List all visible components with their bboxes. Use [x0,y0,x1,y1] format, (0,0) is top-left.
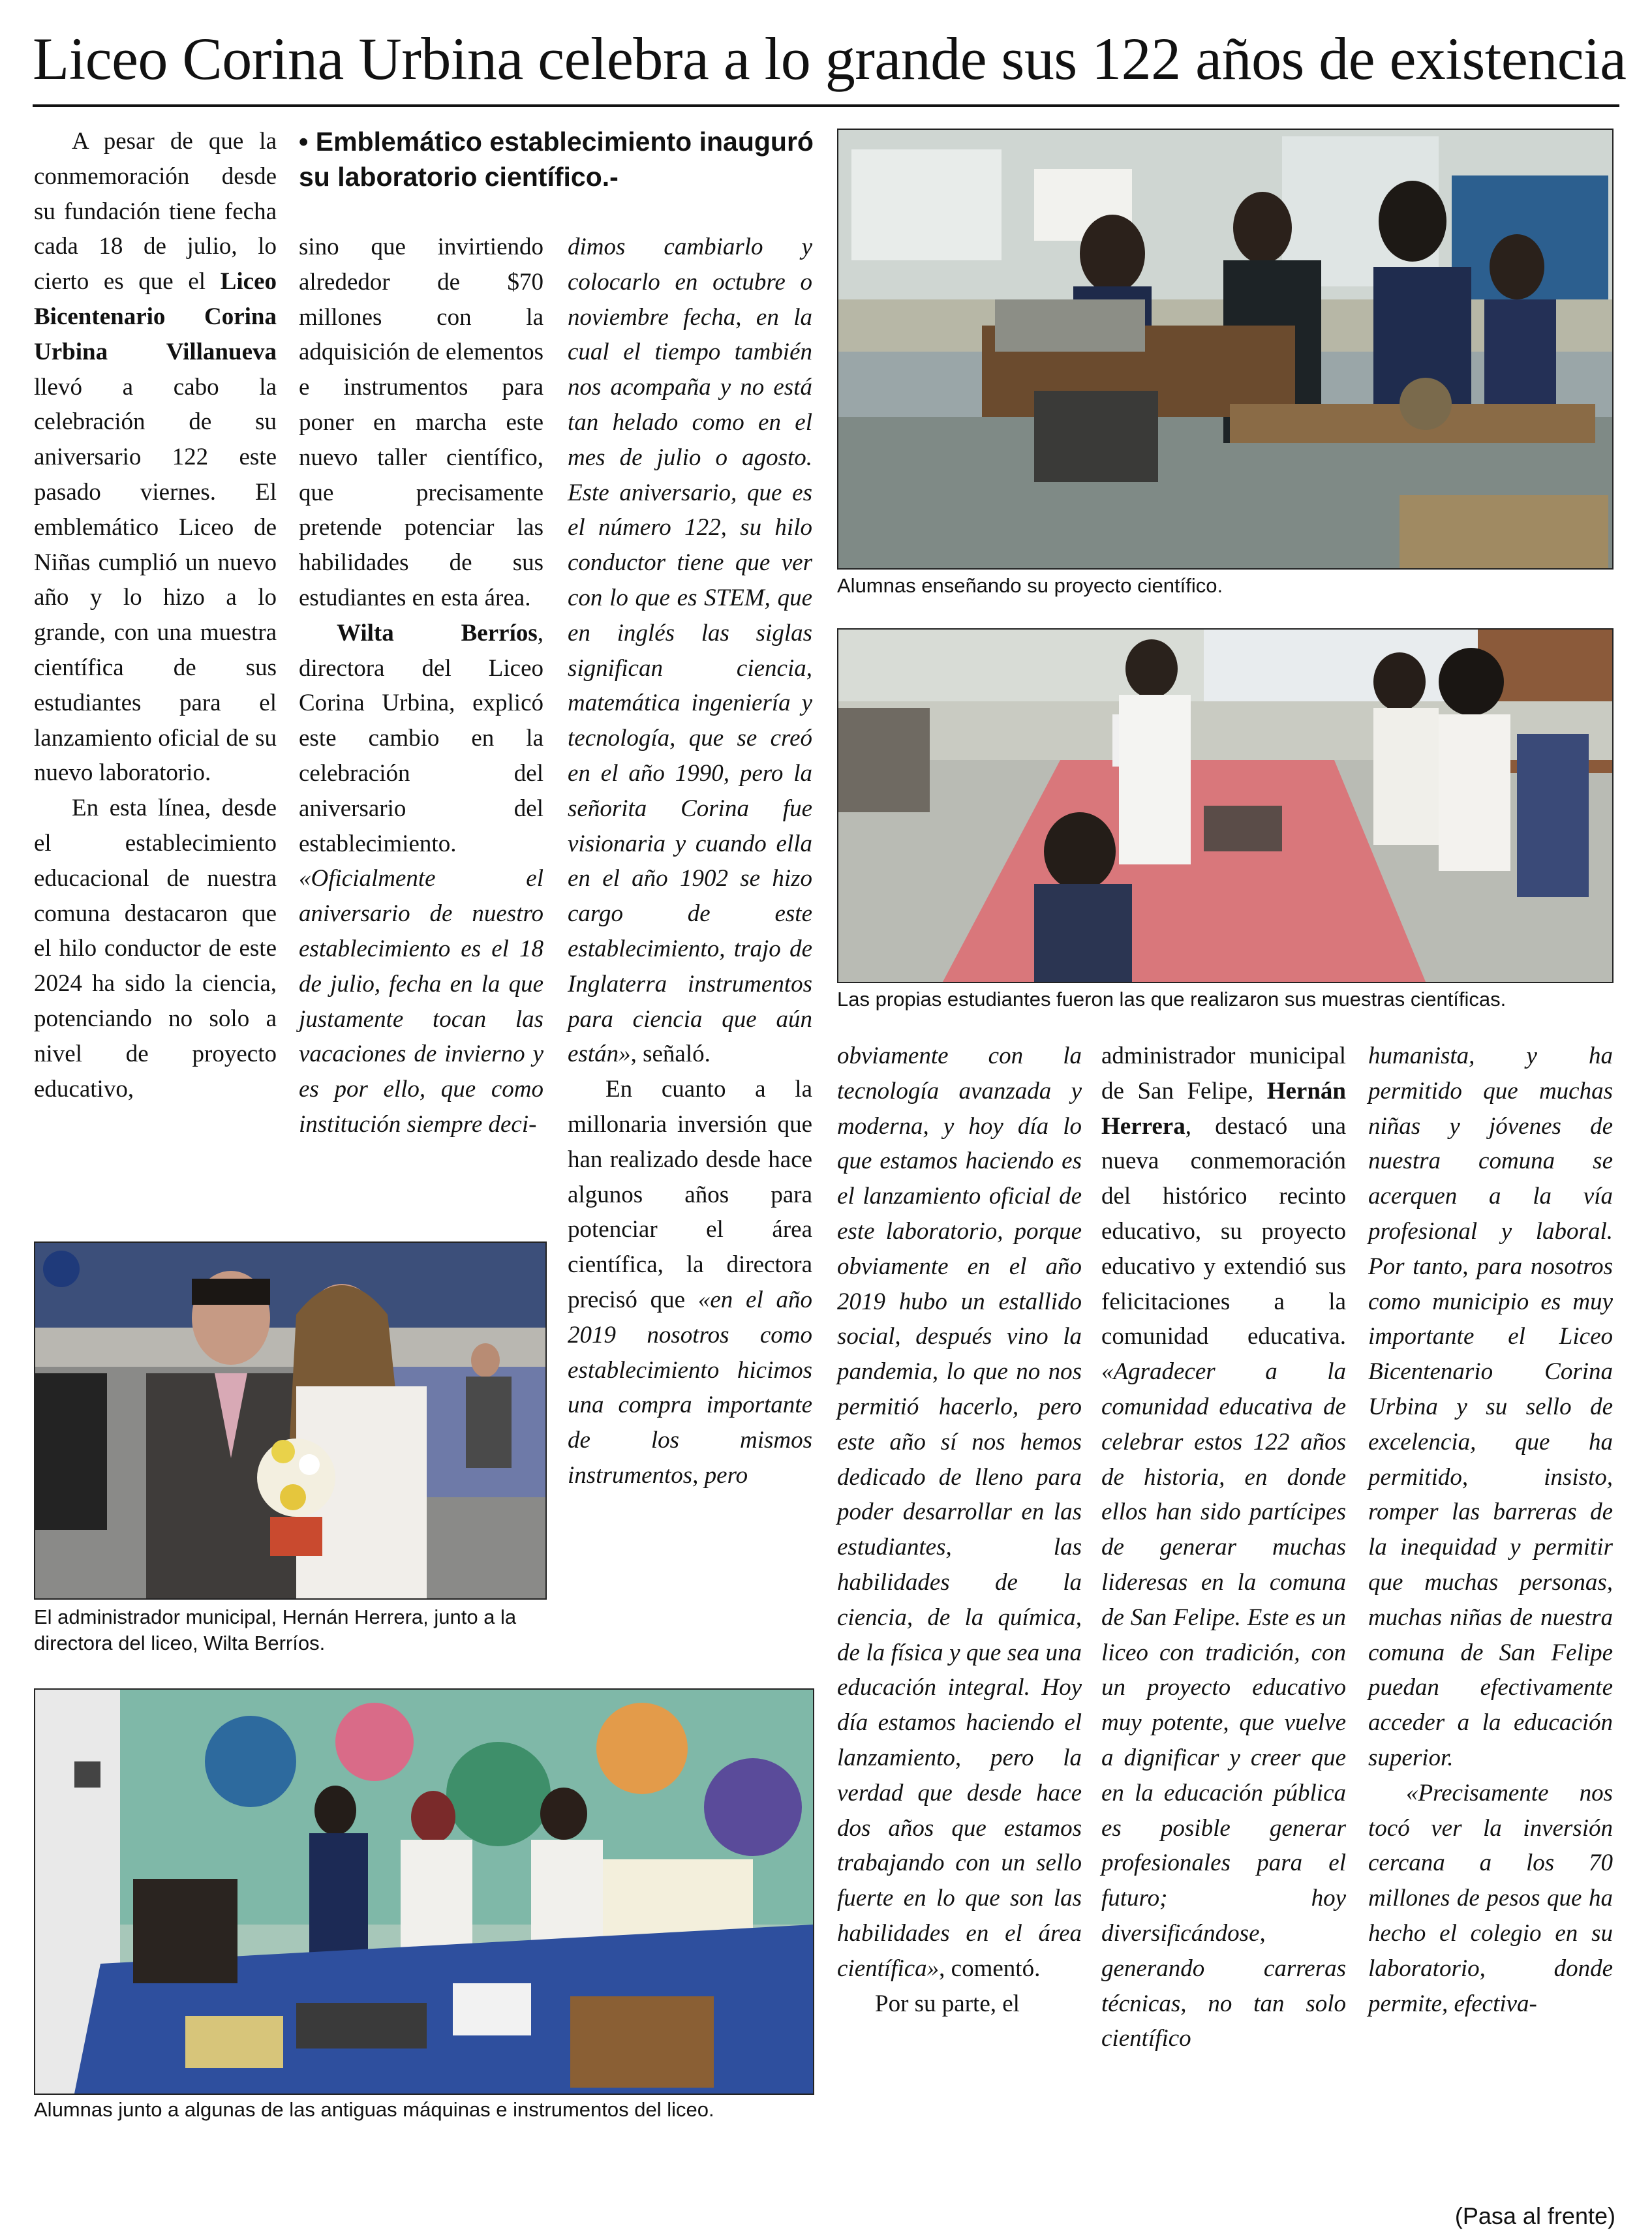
paragraph: En esta línea, desde el establecimiento educacional de nuestra comuna destacaron que el hilo conductor de este 2024 ha sido la ciencia, potenciando no solo a nivel de proyecto educativo, [34,795,277,1103]
article-column-2 [299,230,543,1142]
text-run: , comentó. [939,1955,1041,1982]
paragraph [837,1039,1082,1987]
photo-old-instruments-image [35,1690,813,2094]
quote: «Precisamente nos tocó ver la inversión cercana a los 70 millones de pesos que ha hecho el colegio en su laboratorio, donde permite, efectiva- [1368,1779,1613,2017]
photo-old-instruments [34,1688,814,2095]
article-column-3 [568,230,812,1493]
quote: dimos cambiarlo y colocarlo en octubre o noviembre fecha, en la cual el tiempo también nos acompaña y no está tan helado como en el mes de julio o agosto. Este aniversario, que es el número 122, su hilo conductor tiene que ver con lo que es STEM, que en inglés las siglas significan ciencia, matemática ingeniería y tecnología, que se creó en el año 1990, pero la señorita Corina fue visionaria y cuando ella en el año 1902 se hizo cargo de este establecimiento, trajo de Inglaterra instrumentos para ciencia que aún están» [568,234,812,1068]
caption-photo-3: El administrador municipal, Hernán Herrera, junto a la directora del liceo, Wilta Berríos. [34,1606,517,1654]
text-run: , señaló. [630,1041,711,1068]
article-column-4 [837,1039,1082,2021]
text-run: A pesar de que la conmemoración desde su fundación tiene fecha cada 18 de julio, lo cierto es que el [34,128,277,296]
headline-rule [33,104,1619,107]
article-column-5 [1101,1039,1346,2056]
photo-laboratory-image [838,630,1612,982]
caption-photo-1: Alumnas enseñando su proyecto científico. [837,574,1223,597]
text-run: , directora del Liceo Corina Urbina, explicó este cambio en la celebración del aniversario del establecimiento. [299,619,543,857]
article-column-1 [34,124,277,1106]
photo-administrator-director-image [35,1243,545,1598]
school-name: Liceo Bicentenario Corina Urbina Villanueva [34,268,277,365]
text-run: administrador municipal de San Felipe, [1101,1043,1346,1104]
quote: «Oficialmente el aniversario de nuestro establecimiento es el 18 de julio, fecha en la que justamente tocan las vacaciones de invierno y es por ello, que como institución siempre deci- [299,865,543,1138]
paragraph [1101,1039,1346,2056]
paragraph [1368,1039,1613,1776]
continued-on-next-page: (Pasa al frente) [1454,2202,1615,2229]
paragraph [299,616,543,1142]
caption-photo-4: Alumnas junto a algunas de las antiguas máquinas e instrumentos del liceo. [34,2098,714,2121]
paragraph [568,1072,812,1493]
paragraph: sino que invirtiendo alrededor de $70 millones con la adquisición de elementos e instrumentos para poner en marcha este nuevo taller científico, que precisamente pretende potenciar las habilidades de sus estudiantes en esta área. [299,234,543,611]
caption-photo-2: Las propias estudiantes fueron las que realizaron sus muestras científicas. [837,988,1507,1011]
text-run: , destacó una nueva conmemoración del histórico recinto educativo, su proyecto educativo y extendió sus felicitaciones a la comunidad educativa. [1101,1112,1346,1350]
article-column-6 [1368,1039,1613,2021]
quote: humanista, y ha permitido que muchas niñas y jóvenes de nuestra comuna se acerquen a la vía profesional y laboral. Por tanto, para nosotros como municipio es muy importante el Liceo Bicentenario Corina Urbina y su sello de excelencia, que ha permitido, insisto, romper las barreras de la inequidad y permitir que muchas personas, muchas niñas de nuestra comuna de San Felipe puedan efectivamente acceder a la educación superior. [1368,1043,1613,1771]
photo-laboratory [837,628,1614,983]
photo-science-project-image [838,130,1612,568]
quote: «en el año 2019 nosotros como establecimiento hicimos una compra importante de los mismos instrumentos, pero [568,1286,812,1489]
text-run: llevó a cabo la celebración de su aniversario 122 este pasado viernes. El emblemático Liceo de Niñas cumplió un nuevo año y lo hizo a lo grande, con una muestra científica de sus estudiantes para el lanzamiento oficial de su nuevo laboratorio. [34,373,277,787]
quote: «Agradecer a la comunidad educativa de celebrar estos 122 años de historia, en donde ellos han sido partícipes de generar muchas lideresas en la comuna de San Felipe. Este es un liceo con tradición, con un proyecto educativo muy potente, que vuelve a dignificar y creer que en la educación pública es posible generar profesionales para el futuro; hoy diversificándose, generando carreras técnicas, no tan solo científico [1101,1358,1346,2052]
paragraph [1368,1776,1613,2022]
text-run: En cuanto a la millonaria inversión que han realizado desde hace algunos años para potenciar el área científica, la directora precisó que [568,1076,812,1313]
quote: obviamente con la tecnología avanzada y moderna, y hoy día lo que estamos haciendo es el lanzamiento oficial de este laboratorio, porque obviamente en el año 2019 hubo un estallido social, después vino la pandemia, lo que no nos permitió hacerlo, pero este año sí nos hemos dedicado de lleno para poder desarrollar en las estudiantes, las habilidades de la ciencia, de la química, de la física y que sea una educación integral. Hoy día estamos haciendo el lanzamiento, pero la verdad que desde hace dos años que estamos trabajando con un sello fuerte en lo que son las habilidades en el área científica» [837,1043,1082,1982]
photo-administrator-director [34,1241,547,1600]
administrator-name: Hernán Herrera [1101,1077,1346,1140]
headline: Liceo Corina Urbina celebra a lo grande sus 122 años de existencia [33,25,1627,92]
paragraph: Por su parte, el [875,1990,1020,2017]
director-name: Wilta Berríos [337,619,538,647]
deck-subheadline: • Emblemático establecimiento inauguró su laboratorio científico.- [299,127,814,192]
paragraph [568,230,812,1072]
photo-science-project [837,129,1614,570]
paragraph [34,124,277,791]
